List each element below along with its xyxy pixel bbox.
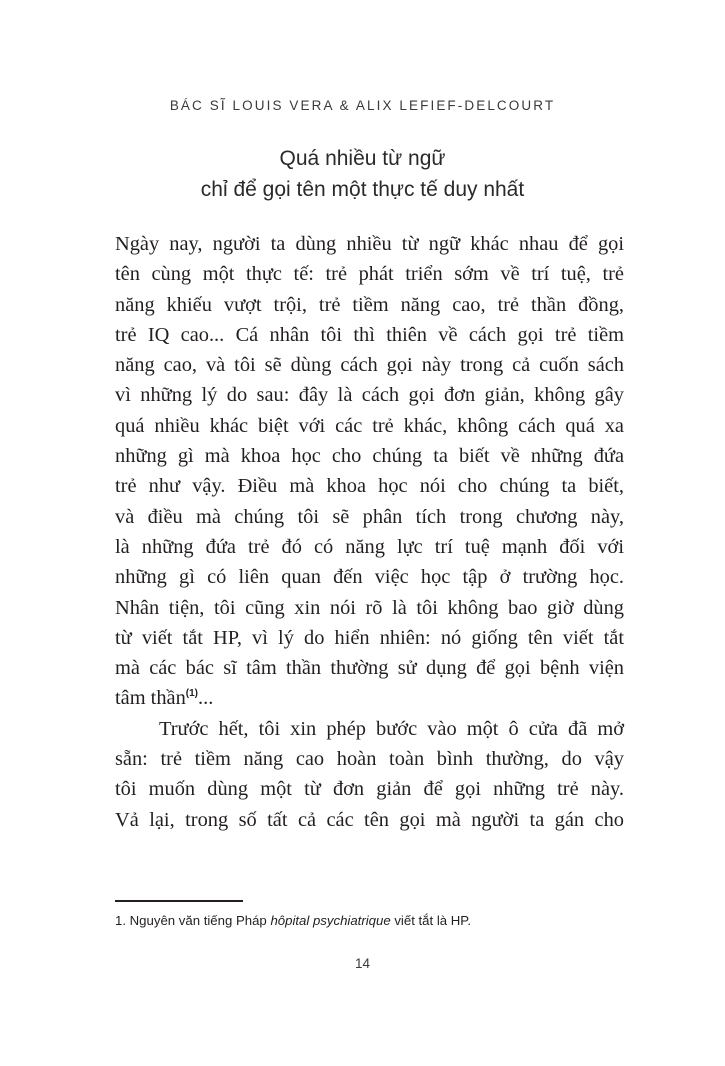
- footnote-italic: hôpital psychiatrique: [270, 913, 391, 928]
- text-line: Nhân tiện, tôi cũng xin nói rõ là tôi không bao giờ dùng: [115, 596, 624, 619]
- text-line: trẻ như vậy. Điều mà khoa học nói cho chúng ta biết,: [115, 475, 624, 498]
- running-header: BÁC SĨ LOUIS VERA & ALIX LEFIEF-DELCOURT: [169, 98, 556, 113]
- footnote-reference[interactable]: (1): [185, 688, 199, 700]
- page-number: 14: [354, 956, 371, 971]
- footnote-divider: [115, 900, 243, 902]
- text-line: những gì có liên quan đến việc học tập ở trường học.: [115, 566, 624, 589]
- footnote-suffix: viết tắt là HP.: [390, 913, 472, 928]
- text-line: những gì mà khoa học cho chúng ta biết về những đứa: [115, 445, 624, 468]
- text-line: từ viết tắt HP, vì lý do hiển nhiên: nó giống tên viết tắt: [115, 626, 624, 649]
- text-line: mà các bác sĩ tâm thần thường sử dụng để gọi bệnh viện: [115, 657, 624, 680]
- body-text: [115, 229, 624, 835]
- text-line: năng cao, và tôi sẽ dùng cách gọi này trong cả cuốn sách: [115, 354, 624, 377]
- paragraph-1: [115, 229, 624, 714]
- chapter-title-line-1: Quá nhiều từ ngữ: [279, 147, 446, 170]
- text-line: tôi muốn dùng một từ đơn giản để gọi những trẻ này.: [115, 778, 624, 801]
- text-fragment: ...: [198, 687, 214, 710]
- text-line: là những đứa trẻ đó có năng lực trí tuệ mạnh đối với: [115, 535, 624, 558]
- text-line: sẵn: trẻ tiềm năng cao hoàn toàn bình thường, do vậy: [115, 748, 624, 771]
- text-line: quá nhiều khác biệt với các trẻ khác, không cách quá xa: [115, 414, 624, 437]
- text-line: Ngày nay, người ta dùng nhiều từ ngữ khác nhau để gọi: [115, 233, 624, 255]
- chapter-title-line-2: chỉ để gọi tên một thực tế duy nhất: [200, 178, 525, 201]
- text-line: Trước hết, tôi xin phép bước vào một ô cửa đã mở: [159, 717, 624, 740]
- text-line: năng khiếu vượt trội, trẻ tiềm năng cao, trẻ thần đồng,: [115, 293, 624, 316]
- paragraph-2: [115, 714, 624, 835]
- text-line: tên cùng một thực tế: trẻ phát triển sớm về trí tuệ, trẻ: [115, 263, 624, 286]
- text-line: vì những lý do sau: đây là cách gọi đơn giản, không gây: [115, 384, 624, 407]
- footnote: [115, 913, 635, 928]
- text-line-last: [115, 683, 624, 713]
- text-fragment: tâm thần: [115, 687, 186, 710]
- text-line: trẻ IQ cao... Cá nhân tôi thì thiên về cách gọi trẻ tiềm: [115, 323, 624, 346]
- text-line: Vả lại, trong số tất cả các tên gọi mà người ta gán cho: [115, 808, 624, 831]
- footnote-prefix: 1. Nguyên văn tiếng Pháp: [115, 913, 271, 928]
- chapter-title: [0, 143, 725, 205]
- text-line: và điều mà chúng tôi sẽ phân tích trong chương này,: [115, 505, 624, 528]
